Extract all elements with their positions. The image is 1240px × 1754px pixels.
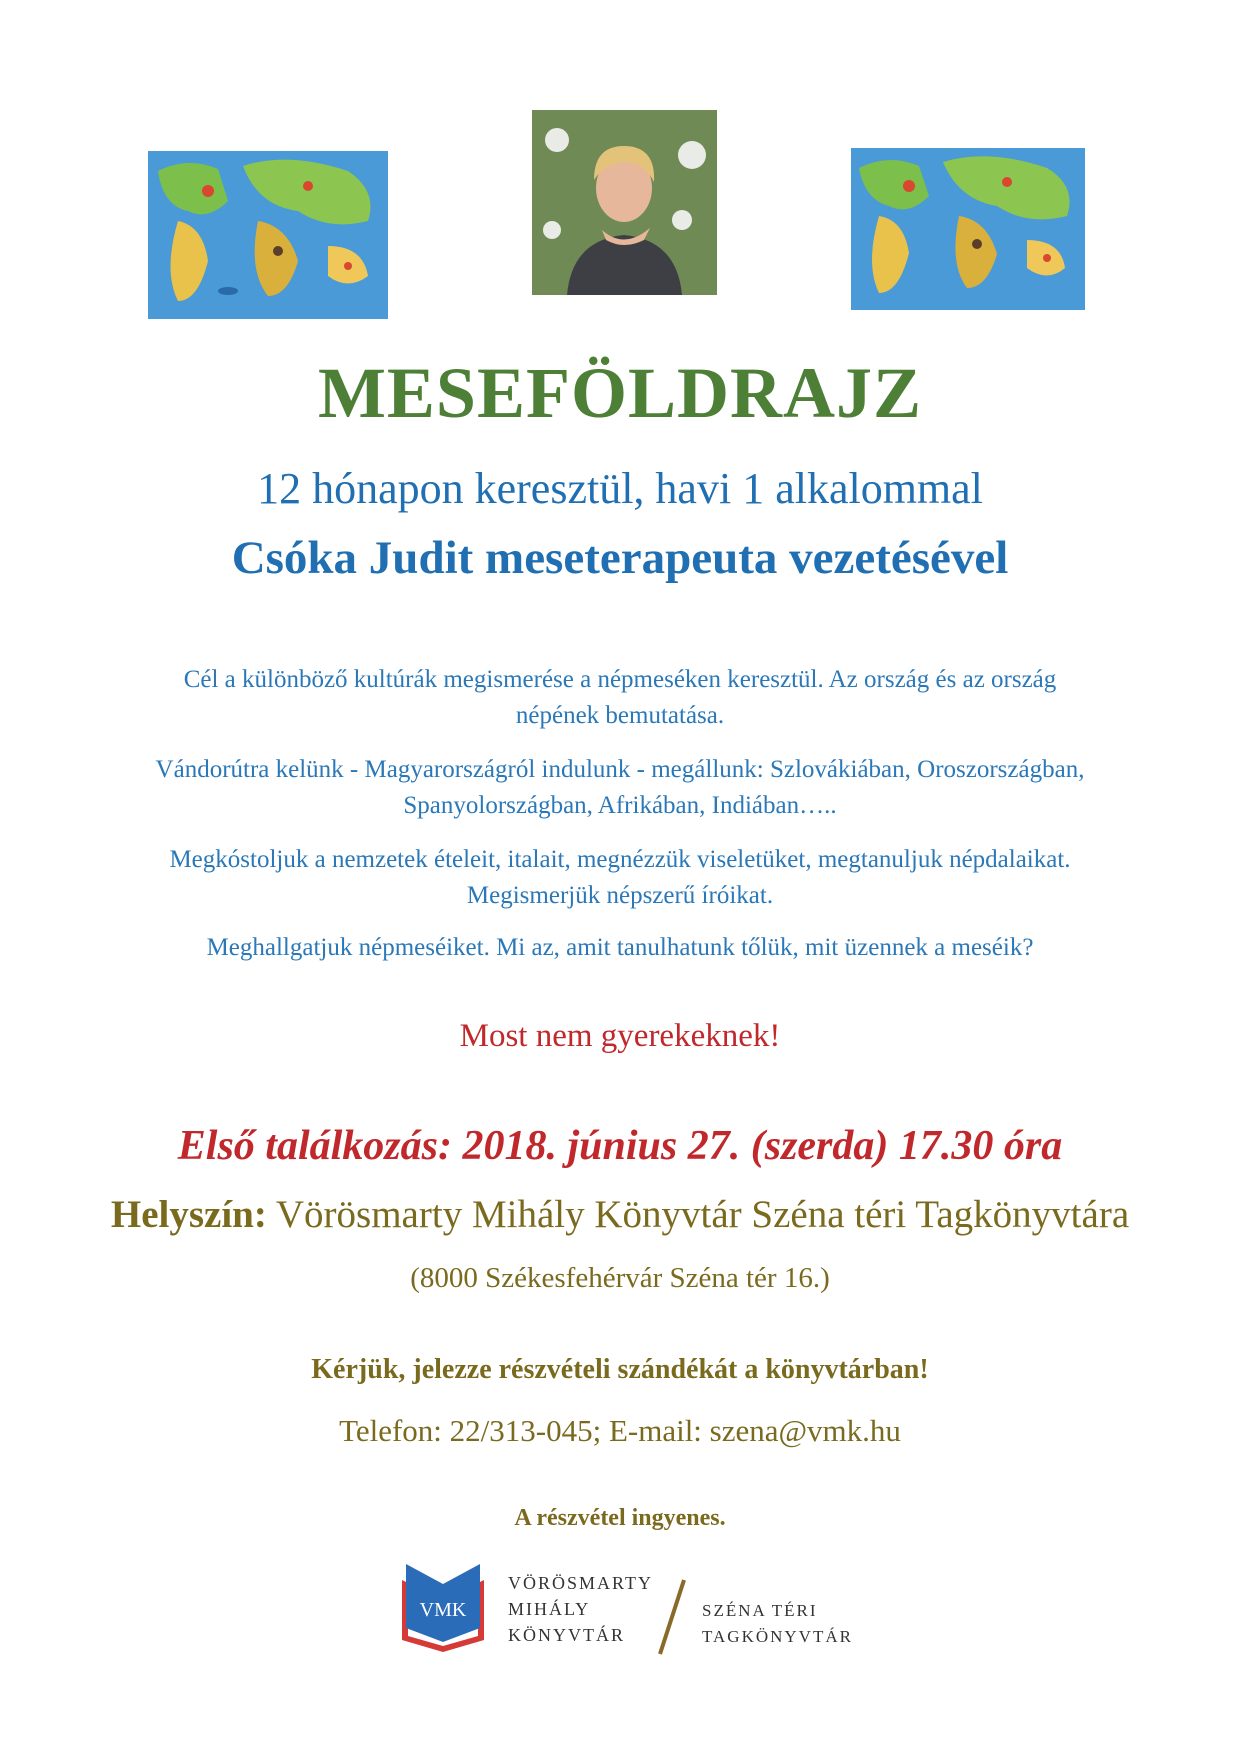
description-paragraph: Megkóstoljuk a nemzetek ételeit, italait, megnézzük viseletüket, megtanuljuk népdalaikat. Megismerjük népszerű íróikat. [169,846,1071,909]
library-name-line: KÖNYVTÁR [508,1625,625,1645]
library-name-line: VÖRÖSMARTY [508,1573,653,1593]
first-meeting-date: Első találkozás: 2018. június 27. (szerda) 17.30 óra [177,1123,1063,1169]
logo-divider [652,1578,692,1656]
location-value: Vörösmarty Mihály Könyvtár Széna téri Tagkönyvtára [275,1193,1130,1236]
location-line [0,1192,1240,1237]
free-admission-note: A részvétel ingyenes. [514,1505,726,1531]
registration-request: Kérjük, jelezze részvételi szándékát a könyvtárban! [311,1354,929,1385]
portrait-photo [532,110,717,295]
world-map-image-left [148,151,388,319]
audience-warning: Most nem gyerekeknek! [459,1018,781,1054]
description-paragraph: Vándorútra kelünk - Magyarországról indulunk - megállunk: Szlovákiában, Oroszországban, Spanyolországban, Afrikában, Indiában….. [155,756,1085,819]
library-name-line: MIHÁLY [508,1599,591,1619]
world-map-image-right [851,148,1085,310]
page-title: MESEFÖLDRAJZ [317,353,923,433]
subtitle-frequency: 12 hónapon keresztül, havi 1 alkalommal [257,464,983,513]
location-label: Helyszín: [110,1193,267,1236]
description-paragraph: Meghallgatjuk népmeséiket. Mi az, amit tanulhatunk tőlük, mit üzennek a meséik? [206,934,1034,961]
branch-name [702,1598,853,1650]
branch-name-line: TAGKÖNYVTÁR [702,1627,853,1646]
branch-name-line: SZÉNA TÉRI [702,1601,818,1620]
logo-icon-text: VMK [419,1599,467,1621]
subtitle-leader: Csóka Judit meseterapeuta vezetésével [231,532,1009,584]
description-paragraph: Cél a különböző kultúrák megismerése a népmeséken keresztül. Az ország és az ország népének bemutatása. [183,666,1057,729]
address: (8000 Székesfehérvár Széna tér 16.) [410,1262,830,1294]
contact-info: Telefon: 22/313-045; E-mail: szena@vmk.hu [339,1413,901,1448]
library-name [508,1570,653,1648]
library-logo-icon [398,1560,488,1652]
